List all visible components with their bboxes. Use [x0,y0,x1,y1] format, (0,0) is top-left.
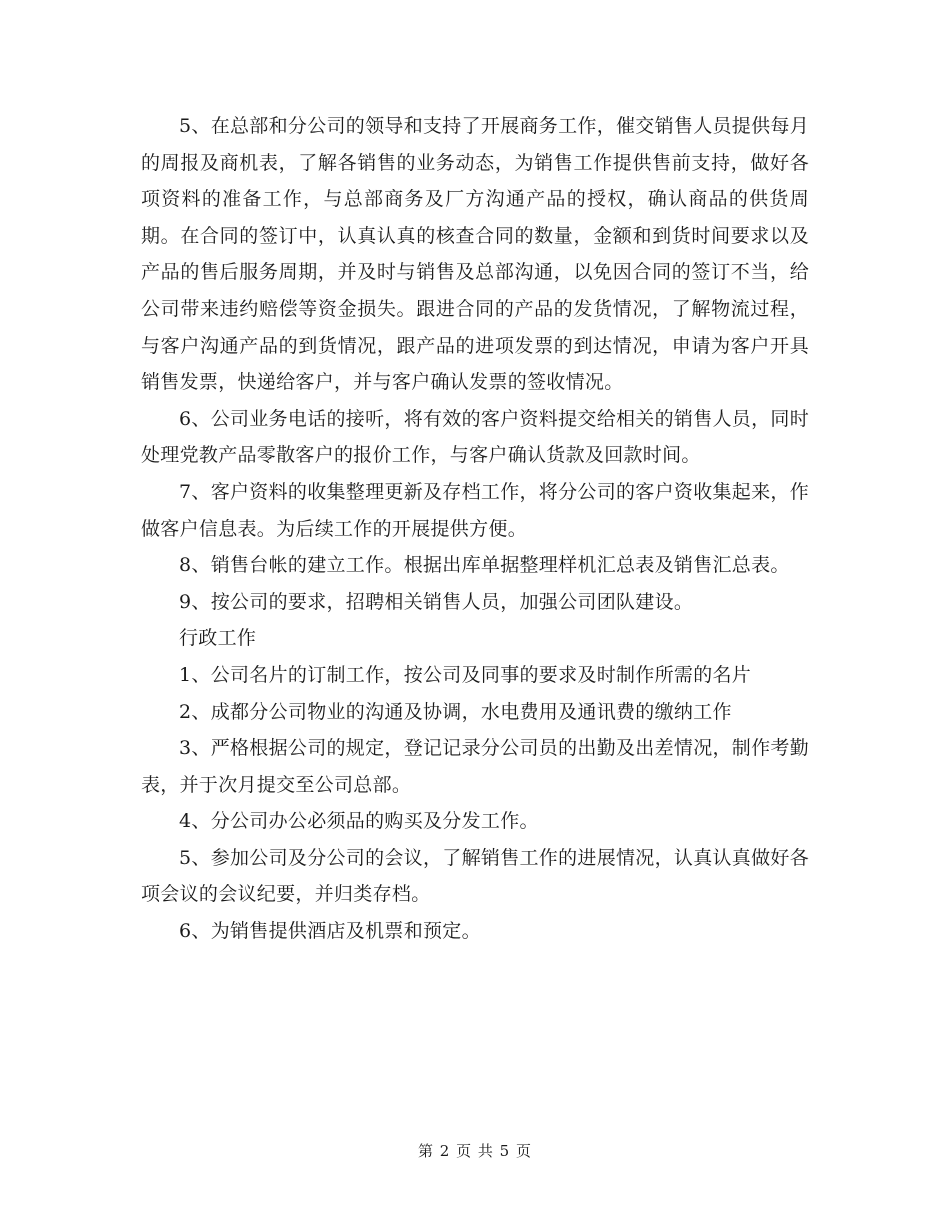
paragraph-sales-item-7: 7、客户资料的收集整理更新及存档工作，将分公司的客户资收集起来，作做客户信息表。为后续工作的开展提供方便。 [141,480,809,540]
section-heading-admin: 行政工作 [179,627,257,650]
paragraph-admin-item-1: 1、公司名片的订制工作，按公司及同事的要求及时制作所需的名片 [179,663,752,686]
paragraph-sales-item-5: 5、在总部和分公司的领导和支持了开展商务工作，催交销售人员提供每月的周报及商机表，了解各销售的业务动态，为销售工作提供售前支持，做好各项资料的准备工作，与总部商务及厂方沟通产品的授权，确认商品的供货周期。在合同的签订中，认真认真的核查合同的数量，金额和到货时间要求以及产品的售后服务周期，并及时与销售及总部沟通，以免因合同的签订不当，给公司带来违约赔偿等资金损失。跟进合同的产品的发货情况，了解物流过程，与客户沟通产品的到货情况，跟产品的进项发票的到达情况，申请为客户开具销售发票，快递给客户，并与客户确认发票的签收情况。 [141,115,809,394]
paragraph-admin-item-4: 4、分公司办公必须品的购买及分发工作。 [179,810,539,833]
paragraph-admin-item-6: 6、为销售提供酒店及机票和预定。 [179,920,481,943]
paragraph-sales-item-9: 9、按公司的要求，招聘相关销售人员，加强公司团队建设。 [179,590,694,613]
paragraph-admin-item-3: 3、严格根据公司的规定，登记记录分公司员的出勤及出差情况，制作考勤表，并于次月提交至公司总部。 [141,737,809,796]
paragraph-admin-item-2: 2、成都分公司物业的沟通及协调，水电费用及通讯费的缴纳工作 [179,700,732,723]
paragraph-sales-item-8: 8、销售台帐的建立工作。根据出库单据整理样机汇总表及销售汇总表。 [179,554,790,577]
document-body [141,108,809,950]
paragraph-sales-item-6: 6、公司业务电话的接听，将有效的客户资料提交给相关的销售人员，同时处理党教产品零散客户的报价工作，与客户确认货款及回款时间。 [141,407,809,467]
page-number-footer: 第 2 页 共 5 页 [418,1142,532,1160]
paragraph-admin-item-5: 5、参加公司及分公司的会议，了解销售工作的进展情况，认真认真做好各项会议的会议纪要，并归类存档。 [141,846,809,906]
